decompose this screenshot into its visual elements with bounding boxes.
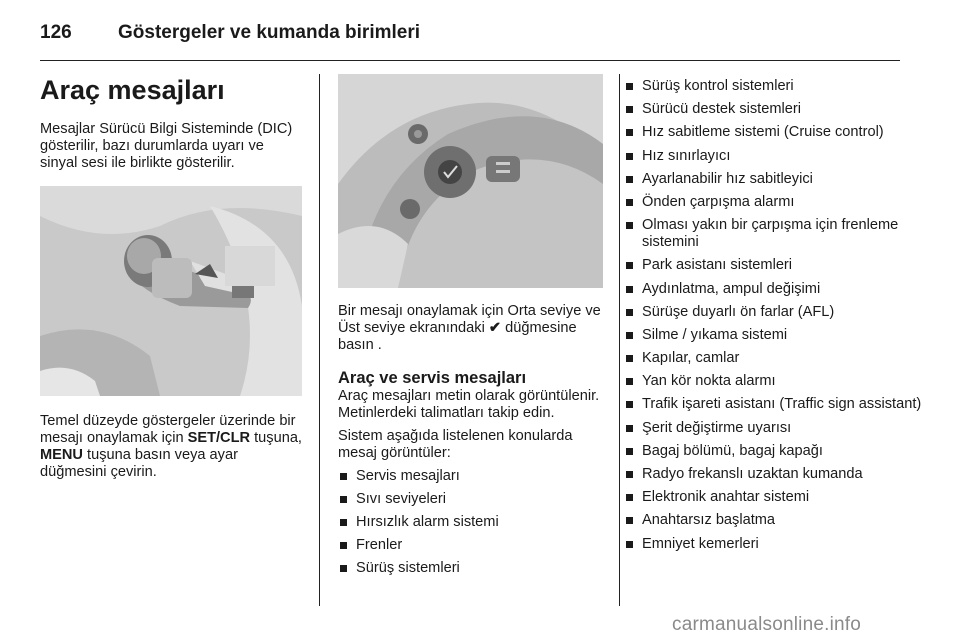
list-item: Yan kör nokta alarmı (622, 373, 922, 390)
list-item: Şerit değiştirme uyarısı (622, 420, 922, 437)
column-1 (40, 74, 302, 481)
stalk-caption: Temel düzeyde göstergeler üzerinde bir mesajı onaylamak için SET/CLR tuşuna, MENU tuşuna basın veya ayar düğmesini çevirin. (40, 413, 302, 480)
list-item: Anahtarsız başlatma (622, 512, 922, 529)
column-divider-1 (319, 74, 320, 606)
intro-paragraph: Mesajlar Sürücü Bilgi Sisteminde (DIC) gösterilir, bazı durumlarda uyarı ve sinyal sesi ile birlikte gösterilir. (40, 121, 293, 171)
list-item: Sıvı seviyeleri (338, 491, 603, 508)
confirm-text: Bir mesajı onaylamak için Orta seviye ve Üst seviye ekranındaki ✔ düğmesine basın . (338, 303, 601, 353)
header-rule (40, 60, 900, 61)
list-item: Sürüşe duyarlı ön farlar (AFL) (622, 304, 922, 321)
stalk-illustration (40, 186, 302, 396)
steering-wheel-illustration (338, 74, 603, 288)
list-item: Kapılar, camlar (622, 350, 922, 367)
turn-signal-stalk-image (40, 186, 302, 396)
set-clr-key-label: SET/CLR (187, 430, 251, 446)
list-item: Hırsızlık alarm sistemi (338, 514, 603, 531)
check-mark-icon: ✔ (488, 320, 502, 336)
system-messages-paragraph: Sistem aşağıda listelenen konularda mesaj görüntüler: (338, 428, 573, 461)
list-item: Park asistanı sistemleri (622, 257, 922, 274)
topic-list-right (622, 78, 922, 553)
list-item: Elektronik anahtar sistemi (622, 489, 922, 506)
list-item: Ayarlanabilir hız sabitleyici (622, 171, 922, 188)
menu-key-label: MENU (40, 447, 83, 463)
list-item: Trafik işareti asistanı (Traffic sign assistant) (622, 396, 922, 413)
column-3 (622, 78, 922, 559)
list-item: Önden çarpışma alarmı (622, 194, 922, 211)
column-2 (338, 74, 603, 583)
vehicle-messages-paragraph: Araç mesajları metin olarak görüntülenir. Metinlerdeki talimatları takip edin. (338, 388, 600, 421)
list-item: Hız sabitleme sistemi (Cruise control) (622, 124, 922, 141)
topic-list-left (338, 468, 603, 577)
list-item: Hız sınırlayıcı (622, 148, 922, 165)
column-divider-2 (619, 74, 620, 606)
list-item: Aydınlatma, ampul değişimi (622, 281, 922, 298)
list-item: Silme / yıkama sistemi (622, 327, 922, 344)
page-number: 126 (40, 22, 72, 43)
list-item: Sürüş kontrol sistemleri (622, 78, 922, 95)
page-header (40, 16, 920, 56)
list-item: Frenler (338, 537, 603, 554)
section-heading: Araç mesajları (40, 75, 225, 105)
list-item: Sürüş sistemleri (338, 560, 603, 577)
page-title: Göstergeler ve kumanda birimleri (118, 22, 421, 43)
subheading: Araç ve servis mesajları (338, 369, 527, 387)
list-item: Olması yakın bir çarpışma için frenleme sistemini (622, 217, 922, 251)
list-item: Sürücü destek sistemleri (622, 101, 922, 118)
watermark: carmanualsonline.info (672, 614, 862, 635)
list-item: Emniyet kemerleri (622, 536, 922, 553)
steering-wheel-controls-image (338, 74, 603, 288)
list-item: Servis mesajları (338, 468, 603, 485)
list-item: Radyo frekanslı uzaktan kumanda (622, 466, 922, 483)
list-item: Bagaj bölümü, bagaj kapağı (622, 443, 922, 460)
